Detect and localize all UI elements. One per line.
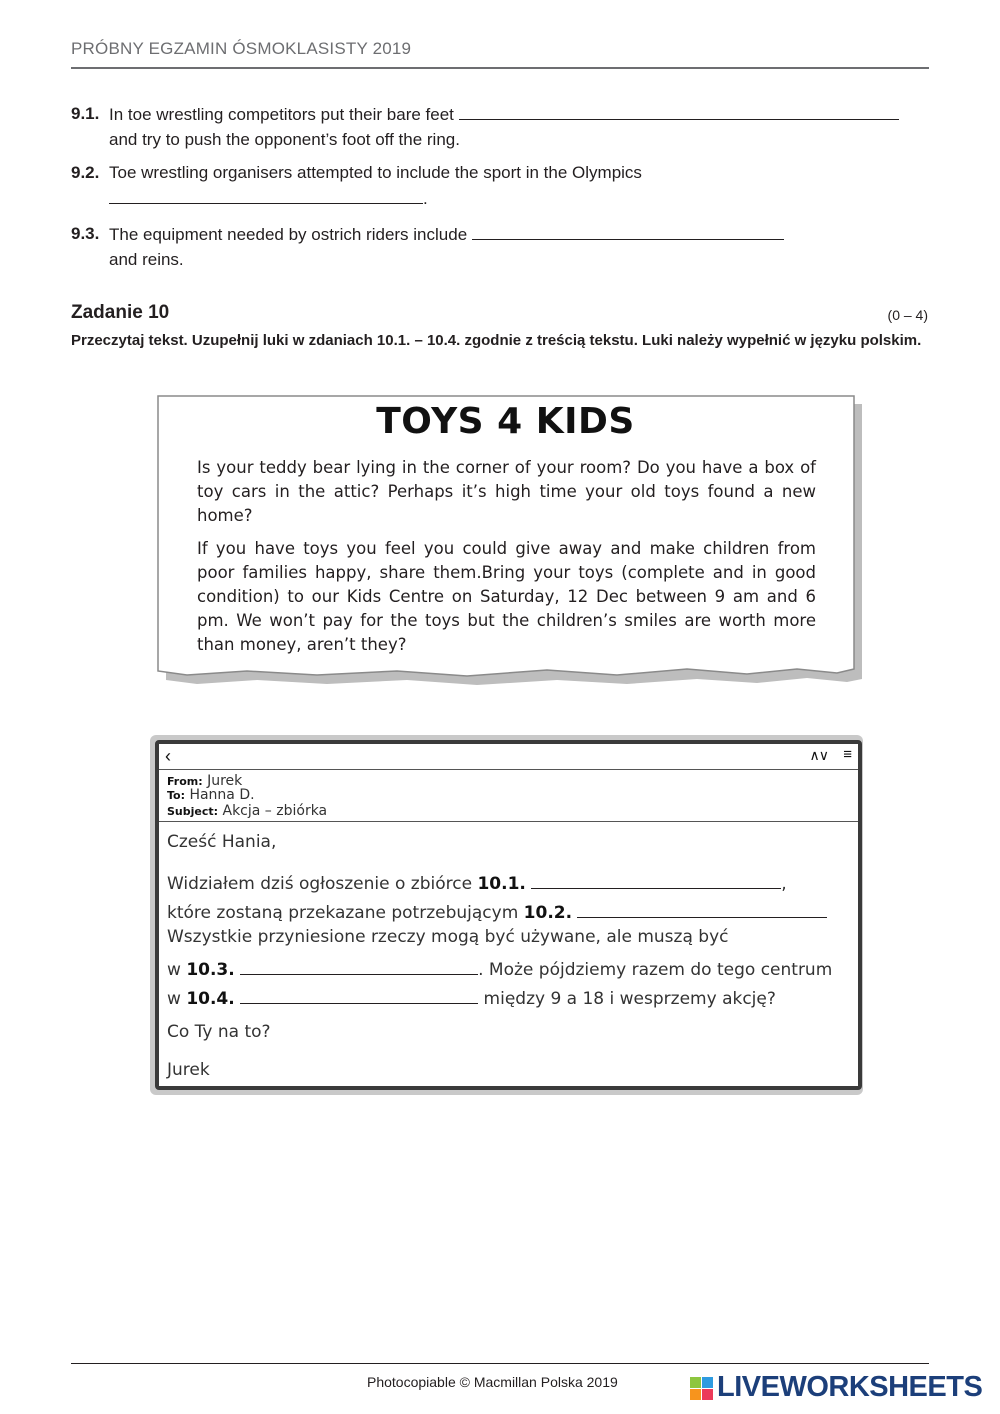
question-9-3 (71, 221, 929, 272)
email-toolbar (159, 744, 858, 769)
email-line-4 (167, 956, 832, 980)
header-divider (159, 821, 858, 822)
answer-blank-9-3[interactable] (472, 221, 784, 240)
toolbar-divider (159, 769, 858, 770)
from-value: Jurek (207, 773, 243, 789)
footer-divider (71, 1363, 929, 1364)
notice-title: TOYS 4 KIDS (376, 401, 635, 442)
question-9-1 (71, 101, 929, 152)
task-title: Zadanie 10 (71, 302, 170, 323)
question-text-cont: and try to push the opponent’s foot off the ring. (109, 130, 460, 149)
logo-blocks-icon (690, 1377, 714, 1401)
gap-number-10-3: 10.3. (186, 960, 235, 980)
subject-value: Akcja – zbiórka (222, 803, 328, 819)
email-window (155, 740, 862, 1090)
header-divider (71, 67, 929, 69)
question-text-cont: . (423, 189, 428, 208)
question-number: 9.3. (71, 224, 100, 243)
subject-label: Subject: (167, 805, 219, 818)
line-text: które zostaną przekazane potrzebującym (167, 903, 519, 923)
email-line-1 (167, 870, 787, 894)
line-text: Widziałem dziś ogłoszenie o zbiórce (167, 874, 473, 894)
question-text: The equipment needed by ostrich riders include (109, 225, 468, 244)
email-greeting: Cześć Hania, (167, 832, 277, 852)
answer-blank-10-3[interactable] (240, 956, 478, 975)
email-line-3: Wszystkie przyniesione rzeczy mogą być używane, ale muszą być (167, 927, 729, 947)
footer-copyright: Photocopiable © Macmillan Polska 2019 (367, 1374, 618, 1390)
to-value: Hanna D. (189, 787, 255, 803)
toys-notice (157, 395, 854, 670)
email-closing: Co Ty na to? (167, 1022, 271, 1042)
question-9-2 (71, 160, 929, 211)
task-points: (0 – 4) (887, 307, 928, 323)
gap-number-10-4: 10.4. (186, 989, 235, 1009)
task-instruction: Przeczytaj tekst. Uzupełnij luki w zdaniach 10.1. – 10.4. zgodnie z treścią tekstu. Luki należy wypełnić w języku polskim. (71, 332, 922, 349)
question-number: 9.2. (71, 163, 100, 182)
gap-number-10-2: 10.2. (523, 903, 573, 923)
gap-number-10-1: 10.1. (477, 874, 526, 894)
logo-text: LIVEWORKSHEETS (717, 1371, 983, 1403)
question-text: Toe wrestling organisers attempted to include the sport in the Olympics (109, 163, 642, 182)
line-text: między 9 a 18 i wesprzemy akcję? (483, 989, 776, 1009)
notice-paragraph-1: Is your teddy bear lying in the corner of your room? Do you have a box of toy cars in the attic? Perhaps it’s high time your old toys found a new home? (197, 458, 816, 525)
line-text: w (167, 989, 181, 1009)
back-arrow-icon[interactable]: ‹ (165, 746, 171, 766)
email-line-5 (167, 985, 776, 1009)
question-text-cont: and reins. (109, 250, 184, 269)
menu-icon[interactable]: ≡ (843, 746, 852, 763)
line-text: , (781, 874, 787, 894)
page-header-title: PRÓBNY EGZAMIN ÓSMOKLASISTY 2019 (71, 39, 412, 58)
email-to (167, 788, 255, 803)
question-number: 9.1. (71, 104, 100, 123)
email-line-2 (167, 899, 827, 923)
to-label: To: (167, 789, 185, 802)
line-text: w (167, 960, 181, 980)
email-subject (167, 804, 327, 819)
answer-blank-9-1[interactable] (459, 101, 899, 120)
notice-paragraph-2: If you have toys you feel you could give away and make children from poor families happy, share them.Bring your toys (complete and in good condition) to our Kids Centre on Saturday, 12 Dec between 9 am and 6 pm. We won’t pay for the toys but the children’s smiles are worth more than money, aren’t they? (197, 539, 816, 654)
answer-blank-10-4[interactable] (240, 985, 478, 1004)
answer-blank-10-2[interactable] (577, 899, 827, 918)
question-text: In toe wrestling competitors put their bare feet (109, 105, 454, 124)
answer-blank-9-2[interactable] (109, 185, 423, 204)
line-text: . Może pójdziemy razem do tego centrum (478, 960, 833, 980)
email-signature: Jurek (167, 1060, 210, 1080)
from-label: From: (167, 775, 203, 788)
answer-blank-10-1[interactable] (531, 870, 781, 889)
up-down-arrows-icon[interactable]: ∧∨ (809, 747, 828, 763)
